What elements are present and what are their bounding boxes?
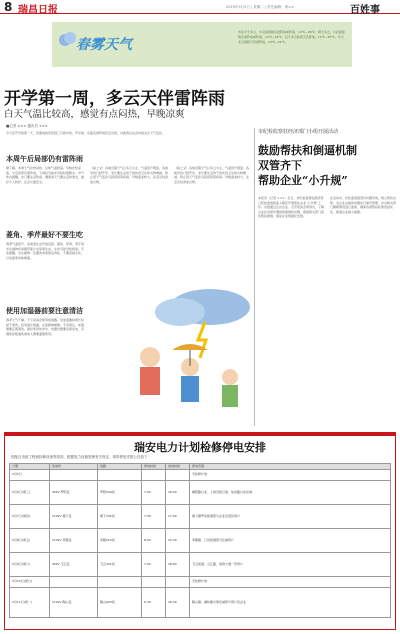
table-cell: 莘塍镇、汀田街道部分区域用户 <box>190 528 391 552</box>
table-cell: 无检修计划 <box>190 469 391 480</box>
table-cell: 35kV 罗阳变 <box>50 480 98 504</box>
table-cell: 3月9日(周六) <box>10 552 50 576</box>
weather-banner-title: 春雾天气 <box>76 37 132 53</box>
table-cell: 16:00 <box>166 480 190 504</box>
table-cell <box>166 469 190 480</box>
table-cell: 3月5日 <box>10 469 50 480</box>
table-cell: 8:00 <box>142 528 166 552</box>
weather-banner-text: 市区今天多云，午后到傍晚有雷阵雨或阵雨，13℃~26℃；明天多云，午后到傍晚有雷阵雨或阵雨，13℃~25℃；后天多云转阴天有阵雨，14℃~25℃。今天多云到阴天有雷阵雨，13℃~24℃。 <box>238 30 345 44</box>
power-notice <box>4 432 396 630</box>
table-cell: 飞云街道、云江路、南滨大道一带用户 <box>190 552 391 576</box>
table-cell: 110kV 塘下变 <box>50 504 98 528</box>
table-cell: 莘塍515线 <box>98 528 142 552</box>
table-cell <box>142 469 166 480</box>
main-byline: ■记者 ××× 通讯员 ××× <box>6 124 48 128</box>
main-column-1 <box>6 146 86 426</box>
table-row <box>10 480 391 504</box>
table-cell: 6:30 <box>142 587 166 617</box>
table-header-cell: 停电时间 <box>142 464 166 470</box>
section-heading: 菱角、季芹最好不要生吃 <box>6 231 83 239</box>
children-weather-illustration <box>110 282 260 412</box>
side-story-text-2: 在活动中，纪检监察组坚持问题导向，建立帮扶台账，对企业反映的问题实行销号管理，并对相关部门履职情况进行监督，确保各项帮扶政策落到实处，助推企业做大做强。 <box>330 196 396 214</box>
table-cell <box>98 469 142 480</box>
table-header-cell: 变电所 <box>50 464 98 470</box>
table-cell: 陶山603线 <box>98 587 142 617</box>
section-text: （接上文）各地近期天气以多云为主，气温回升明显。各地学校已经开学，家长要注意孩子的饮食卫生和衣物增减，防止因天气变化引起感冒等疾病。早晚温差较大，注意及时添加衣物。 <box>90 166 168 184</box>
table-row <box>10 469 391 480</box>
table-cell: 3月8日(周五) <box>10 528 50 552</box>
table-cell: 15:30 <box>166 528 190 552</box>
table-cell: 110kV 莘塍变 <box>50 528 98 552</box>
table-cell: 3月7日(周四) <box>10 504 50 528</box>
table-header-cell: 停电范围 <box>190 464 391 470</box>
table-cell: 17:00 <box>166 504 190 528</box>
section-text: 春季天气干燥，不少家庭会使用加湿器。但加湿器如果长时间不清洗，容易滋生细菌，反而影响健康。专家建议，加湿器要定期清洗，最好使用纯净水，放置位置要远离家电，有慢性呼吸道疾病的人群要谨慎使用。 <box>6 318 84 336</box>
section-text: 春季气温回升，各类寄生虫开始活跃。菱角、荸荠、季芹等水生植物容易携带姜片虫等寄生虫，生吃可能导致感染。专家提醒，水生植物一定要洗净煮熟后再吃，不要直接生吃，以免损害身体健康。 <box>6 242 84 260</box>
table-cell <box>50 576 98 587</box>
table-header-cell: 日期 <box>10 464 50 470</box>
side-story-headline-line: 鼓励帮扶和倒逼机制 <box>258 144 357 157</box>
section-heading: 本周午后局部仍有雷阵雨 <box>6 155 83 163</box>
table-cell: 35kV 飞云变 <box>50 552 98 576</box>
power-schedule-table <box>9 463 391 618</box>
table-row <box>10 528 391 552</box>
table-cell: 无检修计划 <box>190 576 391 587</box>
table-header-cell: 送电时间 <box>166 464 190 470</box>
table-cell <box>166 576 190 587</box>
table-row <box>10 576 391 587</box>
section-text: （接上文）各地近期天气以多云为主，气温回升明显。各地学校已经开学，家长要注意孩子的饮食卫生和衣物增减，防止因天气变化引起感冒等疾病。早晚温差较大，注意及时添加衣物。 <box>174 166 250 184</box>
side-story-headline-line: 帮助企业“小升规” <box>258 174 348 187</box>
table-cell: 7:00 <box>142 552 166 576</box>
table-row <box>10 552 391 576</box>
table-cell: 横阳路以北、上建设街以南、仙岩路以东区域 <box>190 480 391 504</box>
main-lead: 今天是开学的第一天，但暴雨的危机到三月的中旬。开学前，后面有雷阵雨还后出现，对此我们也会持续关注天气变化。 <box>6 131 166 135</box>
paper-name: 瑞昌日报 <box>18 5 58 16</box>
power-notice-title: 瑞安电力计划检修停电安排 <box>134 441 266 454</box>
table-cell: 7:00 <box>142 480 166 504</box>
page-number: 8 <box>4 0 13 14</box>
table-row <box>10 587 391 617</box>
table-row <box>10 504 391 528</box>
table-cell: 罗阳540线 <box>98 480 142 504</box>
table-header-cell: 线路 <box>98 464 142 470</box>
notice-top-bar <box>5 433 395 436</box>
table-cell: 18:00 <box>166 552 190 576</box>
table-cell: 陶山镇、湖岭镇交界区域部分用户及企业 <box>190 587 391 617</box>
side-story-headline-line: 双管齐下 <box>258 159 302 172</box>
table-cell: 3月6日(周三) <box>10 480 50 504</box>
table-cell <box>50 469 98 480</box>
table-cell: 16:30 <box>166 587 190 617</box>
side-story-kicker: 市纪检监察驻经济部门小组开展活动 <box>258 129 339 135</box>
table-cell: 3月11日(周一) <box>10 587 50 617</box>
side-story <box>258 128 398 426</box>
table-cell <box>142 576 166 587</box>
power-notice-intro: 因配合市政工程和检修设备等原因，根据电力设施管理有关规定，现将停电安排公告如下： <box>11 455 151 459</box>
main-headline: 开学第一周，多云天伴雷阵雨 <box>4 89 225 109</box>
date-line: 2019年3月5日 | 星期二 | 责任编辑：黄×× <box>226 5 295 9</box>
masthead <box>0 0 400 14</box>
section-heading: 使用加湿器前要注意清洁 <box>6 307 83 315</box>
main-column-3 <box>174 146 250 266</box>
table-cell: 110kV 陶山变 <box>50 587 98 617</box>
table-cell: 塘下701线 <box>98 504 142 528</box>
section-name: 百姓事 <box>350 5 380 16</box>
column-divider <box>254 128 255 426</box>
side-story-text: 本报讯（记者 ×××）近日，市纪检监察驻经济部门纪检监察组深入辖区开展帮扶企业“小升规”工作。该组通过走访企业、召开座谈会等形式，了解企业在发展中遇到的困难和问题，督促相关部门落实帮扶措施，推动企业规模化发展。 <box>258 196 324 219</box>
table-cell <box>98 576 142 587</box>
cloud-icon <box>56 28 78 50</box>
table-cell: 7:30 <box>142 504 166 528</box>
table-cell: 3月10日(周日) <box>10 576 50 587</box>
table-cell: 塘下镇罗凤街道部分企业及居民用户 <box>190 504 391 528</box>
section-text: 据了解，本周天气比较闷热，总体气温较高。早晚比较凉爽，午后局部有雷阵雨，下雨时可能伴有短时强降水。市气象台提醒，出门要注意防雨，遇雷雨天气要注意防雷击，做好个人防护，注意交通安全。 <box>6 166 84 184</box>
table-cell: 飞云321线 <box>98 552 142 576</box>
weather-banner <box>52 22 352 67</box>
main-subhead: 白天气温比较高，感觉有点闷热，早晚凉爽 <box>4 109 185 120</box>
